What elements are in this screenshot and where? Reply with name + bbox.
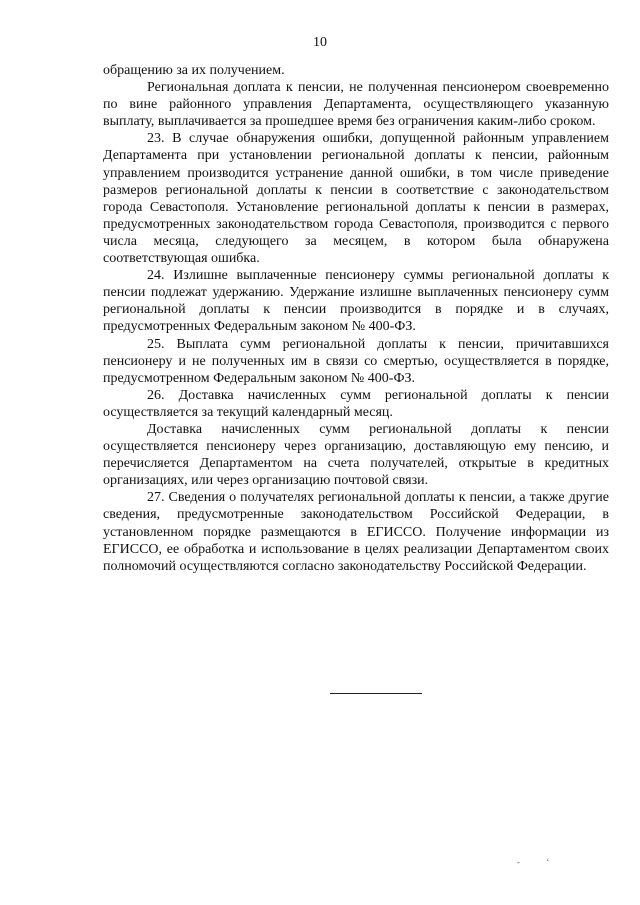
paragraph-item-23: 23. В случае обнаружения ошибки, допущенной районным управлением Департамента при установлении региональной доплаты к пенсии, районным управлением производится устранение данной ошибки, в том числе приведение размеров региональной доплаты к пенсии в соответствие с законодательством города Севастополя. Установление региональной доплаты к пенсии в размерах, предусмотренных законодательством города Севастополя, производится с первого числа месяца, следующего за месяцем, в котором была обнаружена соответствующая ошибка.	[103, 131, 609, 267]
paragraph-item-25: 25. Выплата сумм региональной доплаты к пенсии, причитавшихся пенсионеру и не полученных им в связи со смертью, осуществляется в порядке, предусмотренном Федеральным законом № 400-ФЗ.	[103, 336, 609, 386]
page-number: 10	[313, 35, 327, 50]
paragraph-delivery: Доставка начисленных сумм региональной доплаты к пенсии осуществляется пенсионеру через организацию, доставляющую ему пенсию, и перечисляется Департаментом на счета получателей, открытые в кредитных организациях, или через организацию почтовой связи.	[103, 421, 609, 489]
end-of-document-rule	[330, 693, 422, 694]
paragraph-item-26: 26. Доставка начисленных сумм региональной доплаты к пенсии осуществляется за текущий календарный месяц.	[103, 387, 609, 420]
scan-marks: - ‘	[517, 857, 562, 867]
paragraph-regional-surcharge-late: Региональная доплата к пенсии, не полученная пенсионером своевременно по вине районного управления Департамента, осуществляющего указанную выплату, выплачивается за прошедшее время без ограничения каким-либо сроком.	[103, 80, 609, 130]
document-body	[103, 62, 609, 575]
paragraph-item-24: 24. Излишне выплаченные пенсионеру суммы региональной доплаты к пенсии подлежат удержанию. Удержание излишне выплаченных пенсионеру сумм региональной доплаты к пенсии производится в порядке и в случаях, предусмотренных Федеральным законом № 400-ФЗ.	[103, 268, 609, 335]
paragraph-continuation: обращению за их получением.	[103, 63, 285, 78]
paragraph-item-27: 27. Сведения о получателях региональной доплаты к пенсии, а также другие сведения, предусмотренные законодательством Российской Федерации, в установленном порядке размещаются в ЕГИССО. Получение информации из ЕГИССО, ее обработка и использование в целях реализации Департаментом своих полномочий осуществляются согласно законодательству Российской Федерации.	[103, 490, 609, 574]
